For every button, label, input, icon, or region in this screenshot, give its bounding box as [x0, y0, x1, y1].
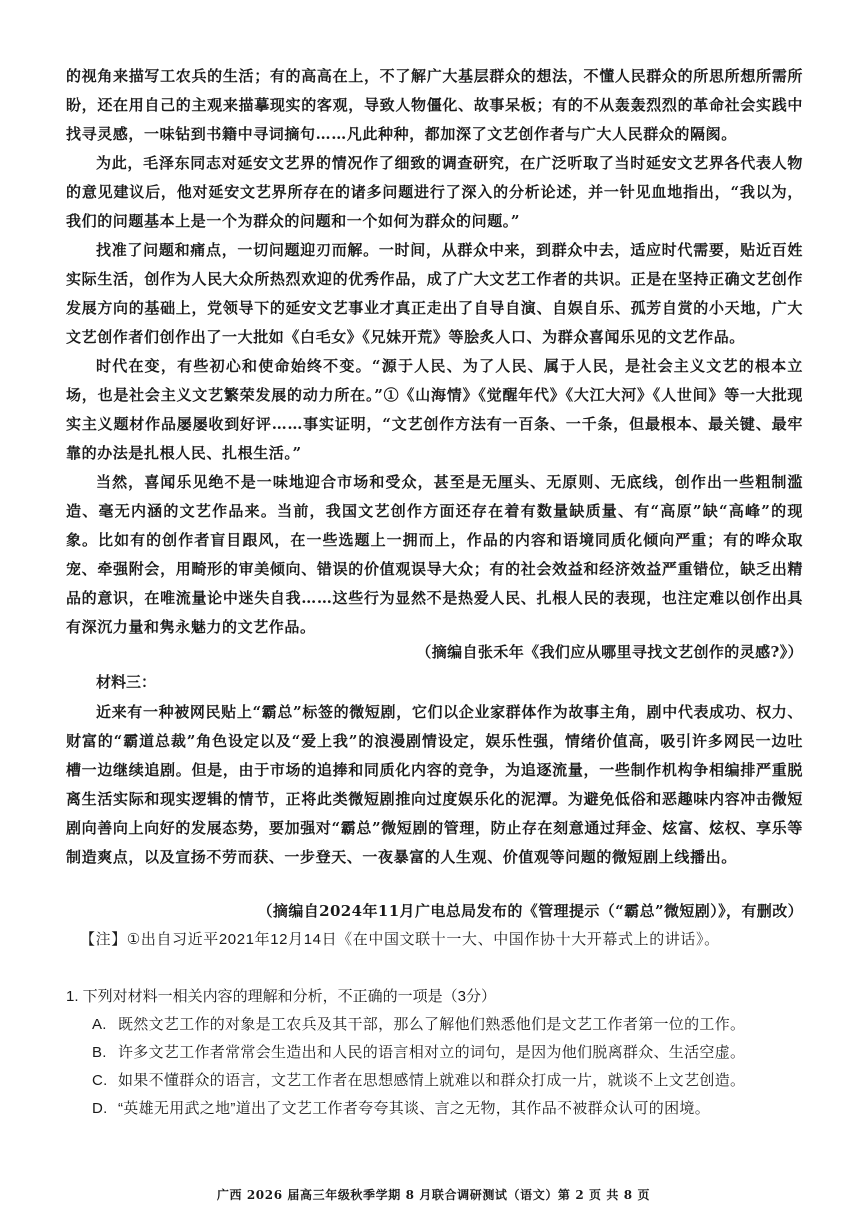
passage-paragraph-3: 找准了问题和痛点，一切问题迎刃而解。一时间，从群众中来，到群众中去，适应时代需要，贴近百姓实际生活，创作为人民大众所热烈欢迎的优秀作品，成了广大文艺工作者的共识。正是在坚持正确文艺创作发展方向的基础上，党领导下的延安文艺事业才真正走出了自导自演、自娱自乐、孤芳自赏的小天地，广大文艺创作者们创作出了一大批如《白毛女》《兄妹开荒》等脍炙人口、为群众喜闻乐见的文艺作品。 — [66, 241, 803, 346]
material-3-paragraph: 近来有一种被网民贴上“霸总”标签的微短剧，它们以企业家群体作为故事主角，剧中代表成功、权力、财富的“霸道总裁”角色设定以及“爱上我”的浪漫剧情设定，娱乐性强，情绪价值高，吸引许多网民一边吐槽一边继续追剧。但是，由于市场的追捧和同质化内容的竞争，为追逐流量，一些制作机构争相编排严重脱离生活实际和现实逻辑的情节，正将此类微短剧推向过度娱乐化的泥潭。为避免低俗和恶趣味内容冲击微短剧向善向上向好的发展态势，要加强对“霸总”微短剧的管理，防止存在刻意通过拜金、炫富、炫权、享乐等制造爽点，以及宣扬不劳而获、一步登天、一夜暴富的人生观、价值观等问题的微短剧上线播出。 — [66, 703, 803, 866]
question-1-option-a — [92, 1014, 745, 1036]
option-text: 如果不懂群众的语言，文艺工作者在思想感情上就难以和群众打成一片，就谈不上文艺创造。 — [118, 1072, 746, 1089]
material-3-heading: 材料三： — [96, 673, 157, 691]
option-text: “英雄无用武之地”道出了文艺工作者夸夸其谈、言之无物，其作品不被群众认可的困境。 — [118, 1100, 710, 1117]
source-citation-material-3: （摘编自2024年11月广电总局发布的《管理提示（“霸总”微短剧）》，有删改） — [257, 902, 803, 920]
passage-paragraph-1: 的视角来描写工农兵的生活；有的高高在上，不了解广大基层群众的想法，不懂人民群众的所思所想所需所盼，还在用自己的主观来描摹现实的客观，导致人物僵化、故事呆板；有的不从轰轰烈烈的革命社会实践中找寻灵感，一味钻到书籍中寻词摘句……凡此种种，都加深了文艺创作者与广大人民群众的隔阂。 — [66, 67, 803, 143]
footnote: 【注】①出自习近平2021年12月14日《在中国文联十一大、中国作协十大开幕式上的讲话》。 — [80, 931, 720, 948]
question-1-option-b — [92, 1042, 745, 1064]
option-letter: A. — [92, 1016, 107, 1033]
question-1-option-c — [92, 1070, 745, 1092]
option-letter: B. — [92, 1044, 107, 1061]
passage-paragraph-2: 为此，毛泽东同志对延安文艺界的情况作了细致的调查研究，在广泛听取了当时延安文艺界各代表人物的意见建议后，他对延安文艺界所存在的诸多问题进行了深入的分析论述，并一针见血地指出，“我以为，我们的问题基本上是一个为群众的问题和一个如何为群众的问题。” — [66, 154, 803, 230]
source-citation-material-2: （摘编自张禾年《我们应从哪里寻找文艺创作的灵感?》） — [416, 643, 803, 661]
option-letter: C. — [92, 1072, 108, 1089]
question-1-option-d — [92, 1098, 710, 1120]
option-text: 许多文艺工作者常常会生造出和人民的语言相对立的词句，是因为他们脱离群众、生活空虚。 — [118, 1044, 746, 1061]
option-text: 既然文艺工作的对象是工农兵及其干部，那么了解他们熟悉他们是文艺工作者第一位的工作。 — [118, 1016, 746, 1033]
passage-paragraph-4: 时代在变，有些初心和使命始终不变。“源于人民、为了人民、属于人民，是社会主义文艺的根本立场，也是社会主义文艺繁荣发展的动力所在。”①《山海情》《觉醒年代》《大江大河》《人世间》等一大批现实主义题材作品屡屡收到好评……事实证明，“文艺创作方法有一百条、一千条，但最根本、最关键、最牢靠的办法是扎根人民、扎根生活。” — [66, 357, 803, 462]
page-footer: 广西 2026 届高三年级秋季学期 8 月联合调研测试（语文）第 2 页 共 8 页 — [216, 1188, 651, 1202]
question-1-stem: 1. 下列对材料一相关内容的理解和分析，不正确的一项是（3分） — [66, 988, 497, 1005]
option-letter: D. — [92, 1100, 108, 1117]
passage-paragraph-5: 当然，喜闻乐见绝不是一味地迎合市场和受众，甚至是无厘头、无原则、无底线，创作出一些粗制滥造、毫无内涵的文艺作品来。当前，我国文艺创作方面还存在着有数量缺质量、有“高原”缺“高峰”的现象。比如有的创作者盲目跟风，在一些选题上一拥而上，作品的内容和语境同质化倾向严重；有的哗众取宠、牵强附会，用畸形的审美倾向、错误的价值观误导大众；有的社会效益和经济效益严重错位，缺乏出精品的意识，在唯流量论中迷失自我……这些行为显然不是热爱人民、扎根人民的表现，也注定难以创作出具有深沉力量和隽永魅力的文艺作品。 — [66, 473, 803, 636]
